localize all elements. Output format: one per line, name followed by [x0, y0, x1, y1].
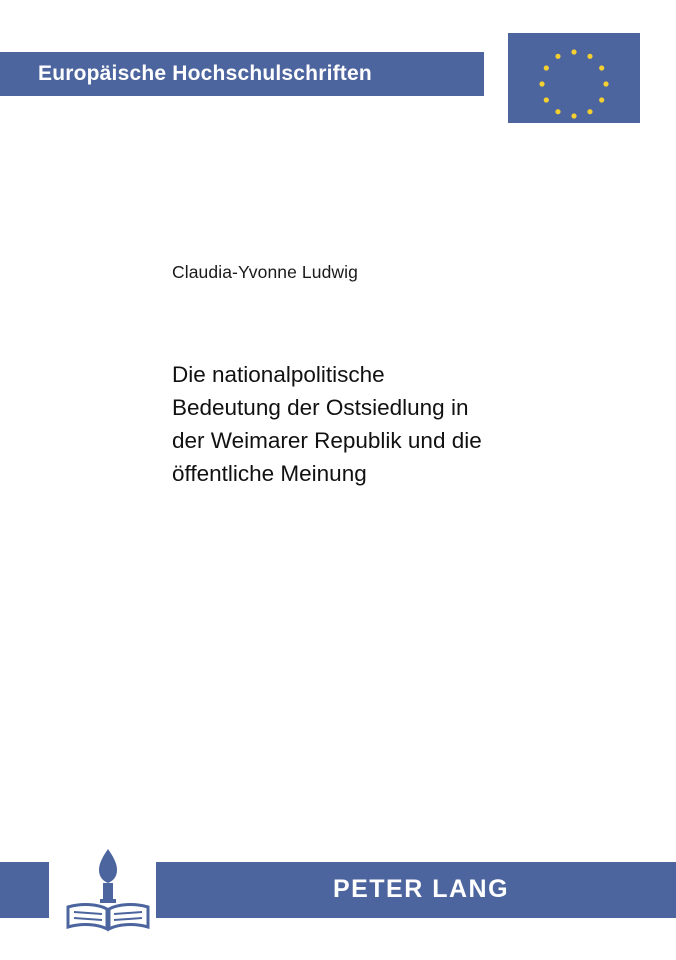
publisher-name: PETER LANG [332, 875, 510, 903]
author-name: Claudia-Yvonne Ludwig [172, 262, 358, 282]
publisher-bar-gap [49, 862, 60, 918]
peter-lang-torch-book-logo-icon [60, 843, 156, 937]
title-line: Bedeutung der Ostsiedlung in [172, 395, 469, 420]
european-union-flag [508, 33, 640, 123]
series-title: Europäische Hochschulschriften [38, 62, 372, 85]
series-banner [0, 52, 484, 96]
title-line: Die nationalpolitische [172, 362, 385, 387]
eu-stars-icon [508, 33, 640, 123]
title-line: der Weimarer Republik und die [172, 428, 482, 453]
title-line: öffentliche Meinung [172, 461, 367, 486]
book-title [172, 358, 592, 490]
